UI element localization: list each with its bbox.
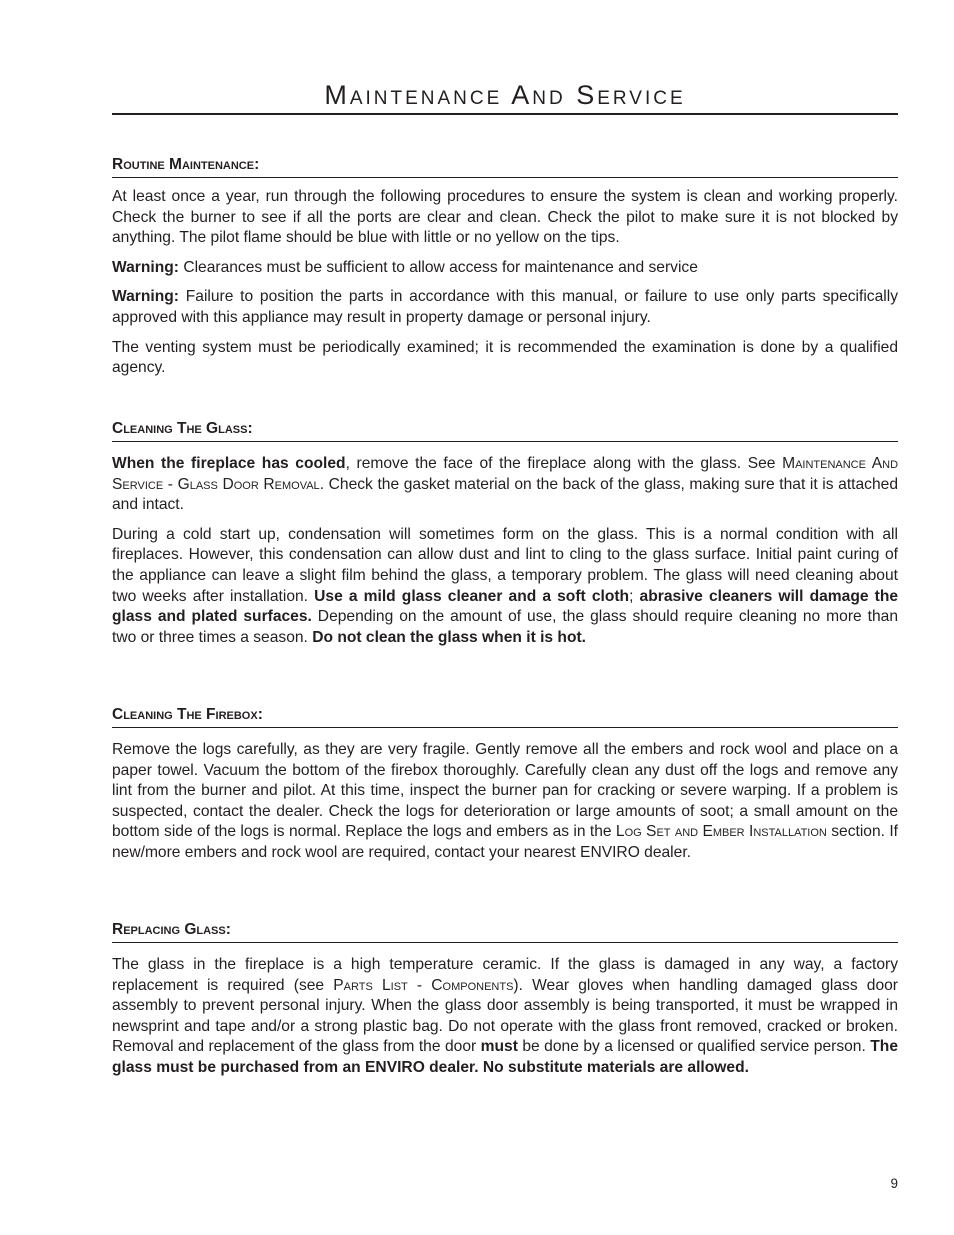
glass-door-removal-reference: Maintenance And Service - Glass Door Removal bbox=[112, 455, 899, 493]
page-number: 9 bbox=[890, 1176, 898, 1191]
replacing-text: be done by a licensed or qualified service person. bbox=[517, 1038, 871, 1056]
page-title: Maintenance And Service bbox=[324, 80, 686, 110]
glass-text: ; bbox=[629, 587, 640, 605]
log-set-reference: Log Set and Ember Installation bbox=[615, 823, 827, 841]
warning-label: Warning: bbox=[112, 258, 179, 276]
firebox-text: section. If new/more embers and rock wool are required, contact your nearest ENVIRO dealer. bbox=[112, 823, 898, 861]
section-routine-maintenance bbox=[112, 155, 898, 379]
heading-cleaning-firebox: Cleaning The Firebox: bbox=[112, 705, 898, 728]
section-cleaning-firebox bbox=[112, 705, 898, 864]
replacing-paragraph bbox=[112, 955, 898, 1079]
must-bold: must bbox=[480, 1038, 518, 1056]
glass-text: During a cold start up, condensation will sometimes form on the glass. This is a normal condition with all fireplaces. However, this condensation can allow dust and lint to cling to the glass surface. Initial paint curing of the appliance can leave a slight film behind the glass, a temporary problem. The glass will need cleaning about two weeks after installation. bbox=[112, 525, 898, 605]
purchase-warning-bold: The glass must be purchased from an ENVIRO dealer. No substitute materials are allowed. bbox=[112, 1038, 898, 1076]
section-cleaning-glass bbox=[112, 419, 898, 648]
replacing-text: ). Wear gloves when handling damaged glass door assembly to prevent personal injury. When the glass door assembly is being transported, it must be wrapped in newsprint and tape and/or a strong plastic bag. Do not operate with the glass front removed, cracked or broken. Removal and replacement of the glass from the door bbox=[112, 976, 898, 1056]
title-rule bbox=[112, 113, 898, 115]
firebox-text: Remove the logs carefully, as they are very fragile. Gently remove all the embers and rock wool and place on a paper towel. Vacuum the bottom of the firebox thoroughly. Carefully clean any dust off the logs and remove any lint from the burner and pilot. At this time, inspect the burner pan for cracking or severe warping. If a problem is suspected, contact the dealer. Check the logs for deterioration or large amounts of soot; a small amount on the bottom side of the logs is normal. Replace the logs and embers as in the bbox=[112, 741, 898, 841]
firebox-paragraph bbox=[112, 740, 898, 864]
routine-paragraph: At least once a year, run through the following procedures to ensure the system is clean and working properly. Check the burner to see if all the ports are clear and clean. Check the pilot to make sure it is not blocked by anything. The pilot flame should be blue with little or no yellow on the tips. bbox=[112, 188, 898, 247]
glass-text: Depending on the amount of use, the glass should require cleaning no more than two or three times a season. bbox=[112, 608, 899, 646]
warning-text: Failure to position the parts in accordance with this manual, or failure to use only parts specifically approved with this appliance may result in property damage or personal injury. bbox=[112, 288, 898, 326]
glass-text: , remove the face of the fireplace along with the glass. See bbox=[345, 455, 783, 472]
glass-paragraph-1 bbox=[112, 454, 898, 516]
warning-text: Clearances must be sufficient to allow access for maintenance and service bbox=[178, 258, 698, 276]
hot-glass-warning-bold: Do not clean the glass when it is hot. bbox=[312, 628, 587, 646]
glass-cooled-bold: When the fireplace has cooled bbox=[112, 455, 346, 472]
replacing-text: The glass in the fireplace is a high temperature ceramic. If the glass is damaged in any way, a factory replacement is required (see bbox=[112, 956, 898, 994]
heading-routine-maintenance: Routine Maintenance: bbox=[112, 155, 898, 178]
glass-paragraph-2 bbox=[112, 525, 898, 649]
parts-list-reference: Parts List - Components bbox=[333, 976, 514, 994]
abrasive-warning-bold: abrasive cleaners will damage the glass and plated surfaces. bbox=[112, 587, 899, 626]
venting-paragraph: The venting system must be periodically examined; it is recommended the examination is done by a qualified agency. bbox=[112, 338, 898, 377]
glass-cleaner-bold: Use a mild glass cleaner and a soft cloth bbox=[314, 587, 630, 605]
warning-parts bbox=[112, 287, 898, 328]
heading-cleaning-glass: Cleaning The Glass: bbox=[112, 419, 898, 442]
warning-label: Warning: bbox=[112, 288, 179, 306]
warning-clearances bbox=[112, 258, 898, 279]
glass-text: . Check the gasket material on the back of the glass, making sure that it is attached and intact. bbox=[112, 475, 898, 514]
section-replacing-glass bbox=[112, 920, 898, 1079]
heading-replacing-glass: Replacing Glass: bbox=[112, 920, 898, 943]
